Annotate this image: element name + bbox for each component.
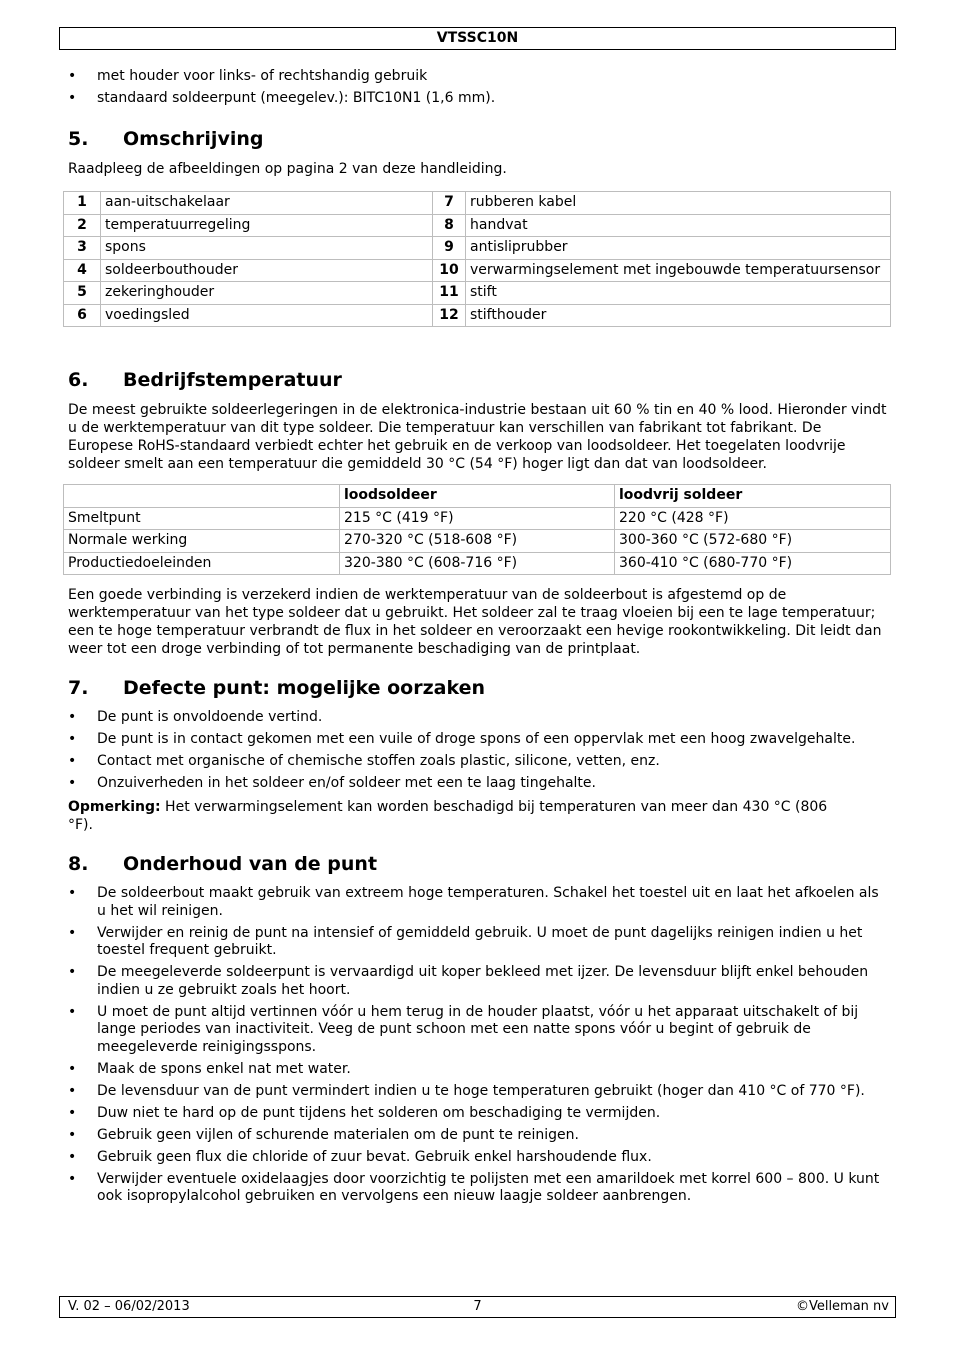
list-item: • Gebruik geen vijlen of schurende materialen om de punt te reinigen.: [68, 1127, 888, 1145]
table-cell: 220 °C (428 °F): [615, 507, 891, 530]
page-header: [59, 27, 896, 50]
list-item: • Gebruik geen flux die chloride of zuur bevat. Gebruik enkel harshoudende flux.: [68, 1149, 888, 1167]
part-label: antisliprubber: [466, 237, 891, 260]
part-number: 1: [64, 192, 101, 215]
part-number: 4: [64, 259, 101, 282]
table-row: [64, 192, 891, 215]
list-item: • De levensduur van de punt vermindert indien u te hoge temperaturen gebruikt (hoger dan 410 °C of 770 °F).: [68, 1083, 888, 1101]
part-number: 10: [433, 259, 466, 282]
part-number: 7: [433, 192, 466, 215]
paragraph: De meest gebruikte soldeerlegeringen in de elektronica-industrie bestaan uit 60 % tin en 40 % lood. Hieronder vindt u de werktemperatuur van dit type soldeer. Die temperatuur kan verschillen van fabrikant tot fabrikant. De Europese RoHS-standaard verbiedt echter het gebruik en de verkoop van loodsoldeer. Het toegelaten loodvrije soldeer smelt aan een temperatuur die gemiddeld 30 °C (54 °F) hoger ligt dan dat van loodsoldeer.: [68, 402, 887, 472]
table-cell: 270-320 °C (518-608 °F): [340, 530, 615, 553]
table-row: [64, 214, 891, 237]
part-number: 6: [64, 304, 101, 327]
part-label: stifthouder: [466, 304, 891, 327]
intro-bullet-list: [68, 68, 888, 108]
table-cell: 320-380 °C (608-716 °F): [340, 552, 615, 575]
part-label: zekeringhouder: [101, 282, 433, 305]
page-number: 7: [473, 1299, 482, 1314]
table-cell: 360-410 °C (680-770 °F): [615, 552, 891, 575]
list-item: • Onzuiverheden in het soldeer en/of soldeer met een te laag tingehalte.: [68, 775, 888, 793]
table-row: [64, 552, 891, 575]
list-item: • De punt is in contact gekomen met een vuile of droge spons of een oppervlak met een hoog zwavelgehalte.: [68, 731, 888, 749]
part-label: voedingsled: [101, 304, 433, 327]
part-number: 5: [64, 282, 101, 305]
list-item: • Duw niet te hard op de punt tijdens het solderen om beschadiging te vermijden.: [68, 1105, 888, 1123]
temperature-table: [63, 484, 891, 575]
table-row: [64, 282, 891, 305]
model-code: VTSSC10N: [436, 30, 519, 46]
table-header-row: [64, 485, 891, 508]
table-cell: Normale werking: [64, 530, 340, 553]
list-item: • standaard soldeerpunt (meegelev.): BITC10N1 (1,6 mm).: [68, 90, 888, 108]
part-label: temperatuurregeling: [101, 214, 433, 237]
table-row: [64, 259, 891, 282]
paragraph: Een goede verbinding is verzekerd indien de werktemperatuur van de soldeerbout is afgestemd op de werktemperatuur van het type soldeer dat u gebruikt. Het soldeer zal te traag vloeien bij een te lage temperatuur; een te hoge temperatuur verbrandt de flux in het soldeer en veroorzaakt een hevige rookontwikkeling. Dit leidt dan weer tot een droge verbinding of tot permanente beschadiging van de printplaat.: [68, 587, 882, 657]
note: [68, 798, 848, 834]
part-number: 2: [64, 214, 101, 237]
part-number: 9: [433, 237, 466, 260]
part-number: 12: [433, 304, 466, 327]
column-header: loodsoldeer: [340, 485, 615, 508]
list-item: • Maak de spons enkel nat met water.: [68, 1061, 888, 1079]
table-row: [64, 530, 891, 553]
paragraph: Raadpleeg de afbeeldingen op pagina 2 van deze handleiding.: [68, 161, 507, 177]
part-label: verwarmingselement met ingebouwde temperatuursensor: [466, 259, 891, 282]
maintenance-bullet-list: [68, 885, 888, 1210]
part-number: 11: [433, 282, 466, 305]
list-item: • Verwijder eventuele oxidelaagjes door voorzichtig te polijsten met een amarildoek met korrel 600 – 800. U kunt ook isopropylalcohol gebruiken en vervolgens een nieuw laagje soldeer aanbrengen.: [68, 1171, 888, 1206]
part-label: handvat: [466, 214, 891, 237]
list-item: • De soldeerbout maakt gebruik van extreem hoge temperaturen. Schakel het toestel uit en laat het afkoelen als u het wil reinigen.: [68, 885, 888, 920]
part-label: aan-uitschakelaar: [101, 192, 433, 215]
table-row: [64, 237, 891, 260]
column-header: [64, 485, 340, 508]
part-label: stift: [466, 282, 891, 305]
page-footer: [59, 1296, 896, 1318]
list-item: • Contact met organische of chemische stoffen zoals plastic, silicone, vetten, enz.: [68, 753, 888, 771]
list-item: • U moet de punt altijd vertinnen vóór u hem terug in de houder plaatst, vóór u het apparaat uitschakelt of bij lange periodes van inactiviteit. Veeg de punt schoon met een natte spons vóór u begint of gebruik de meegeleverde reinigingsspons.: [68, 1004, 888, 1057]
list-item: • Verwijder en reinig de punt na intensief of gemiddeld gebruik. U moet de punt dagelijks reinigen indien u het toestel frequent gebruikt.: [68, 925, 888, 960]
section-heading: 8. Onderhoud van de punt: [68, 853, 378, 875]
list-item: • met houder voor links- of rechtshandig gebruik: [68, 68, 888, 86]
table-cell: Smeltpunt: [64, 507, 340, 530]
causes-bullet-list: [68, 709, 888, 797]
note-label: Opmerking:: [68, 799, 161, 815]
part-label: rubberen kabel: [466, 192, 891, 215]
section-heading: 7. Defecte punt: mogelijke oorzaken: [68, 677, 486, 699]
copyright-label: ©Velleman nv: [795, 1299, 889, 1314]
table-cell: 215 °C (419 °F): [340, 507, 615, 530]
column-header: loodvrij soldeer: [615, 485, 891, 508]
table-cell: 300-360 °C (572-680 °F): [615, 530, 891, 553]
table-cell: Productiedoeleinden: [64, 552, 340, 575]
version-label: V. 02 – 06/02/2013: [68, 1299, 190, 1314]
part-label: soldeerbouthouder: [101, 259, 433, 282]
section-heading: 5. Omschrijving: [68, 128, 264, 150]
parts-table: [63, 191, 891, 327]
part-number: 8: [433, 214, 466, 237]
list-item: • De punt is onvoldoende vertind.: [68, 709, 888, 727]
table-row: [64, 507, 891, 530]
part-label: spons: [101, 237, 433, 260]
table-row: [64, 304, 891, 327]
part-number: 3: [64, 237, 101, 260]
section-heading: 6. Bedrijfstemperatuur: [68, 369, 342, 391]
list-item: • De meegeleverde soldeerpunt is vervaardigd uit koper bekleed met ijzer. De levensduur blijft enkel behouden indien u ze gebruikt zoals het hoort.: [68, 964, 888, 999]
note-text: Het verwarmingselement kan worden beschadigd bij temperaturen van meer dan 430 °C (806 °F).: [68, 799, 828, 833]
